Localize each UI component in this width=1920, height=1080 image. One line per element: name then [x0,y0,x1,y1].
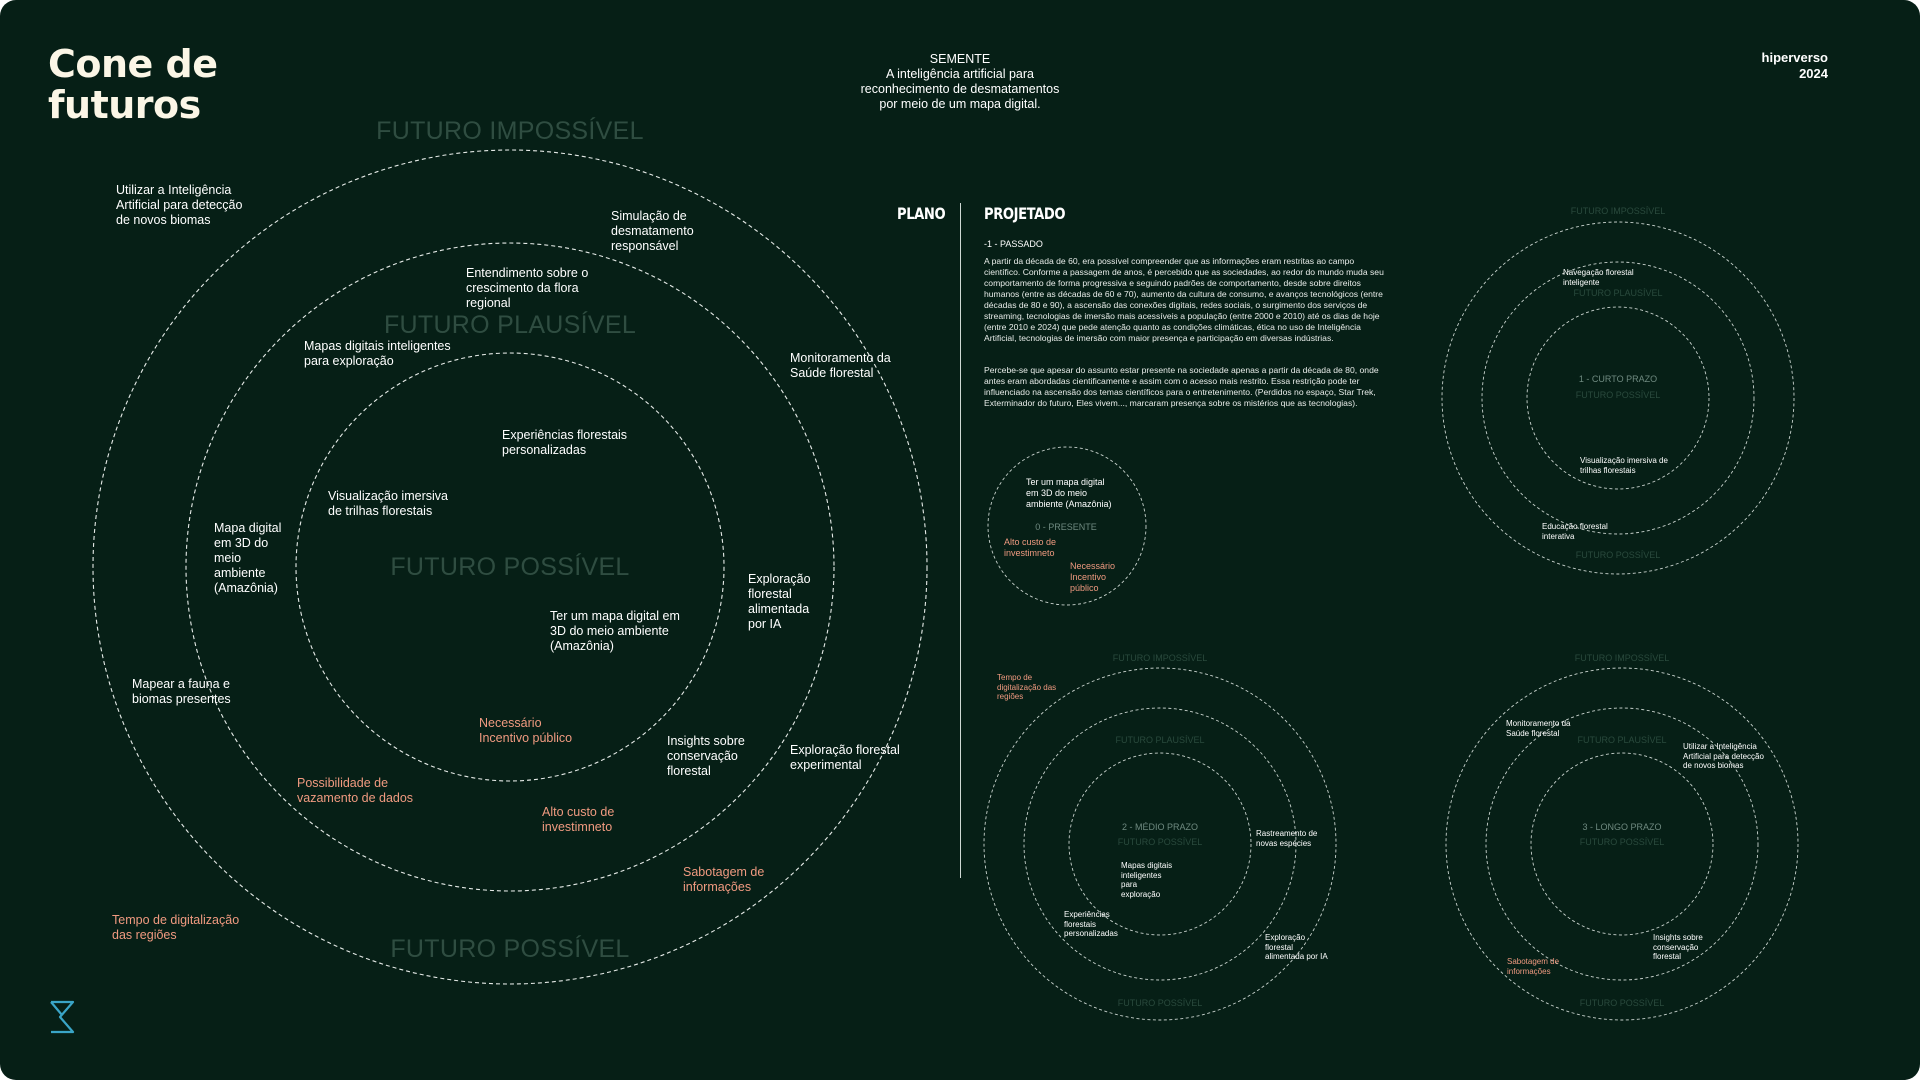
brand-year: 2024 [1799,66,1828,81]
medio-ghost-impossivel: FUTURO IMPOSSÍVEL [1112,653,1208,663]
note-exploracao-experimental: Exploração florestal experimental [790,743,900,772]
past-label: -1 - PASSADO [984,239,1043,249]
note-mapas-digitais: Mapas digitais inteligentes para exploração [304,339,451,368]
medio-ghost-possivel-bottom: FUTURO POSSÍVEL [1117,998,1203,1008]
medio-note-mapas: Mapas digitais inteligentes para exploração [1121,861,1173,899]
zone-label-possivel-inner: FUTURO POSSÍVEL [390,553,630,581]
medio-note-rastreamento: Rastreamento de novas espécies [1256,829,1318,848]
medio-risk-tempo: Tempo de digitalização das regiões [997,673,1057,701]
past-paragraph-2: Percebe-se que apesar do assunto estar presente na sociedade apenas a partir da década de 80, onde antes eram abordadas cientificamente e assim com o acesso mais restrito. Essa restrição pode ter influenciado na ascensão dos temas científicos para o entretenimento. (Perdidos no espaço, Star Trek, Exterminador do futuro, Eles vivem..., marcaram presença sobre os mistérios que as tecnologias). [984,365,1379,408]
curto-stage-label: 1 - CURTO PRAZO [1578,374,1658,384]
longo-note-utilizar-ia: Utilizar a Inteligência Artificial para detecção de novos biomas [1683,742,1764,770]
longo-note-monitoramento: Monitoramento da Saúde florestal [1506,719,1571,738]
medio-ghost-plausivel: FUTURO PLAUSÍVEL [1115,735,1205,745]
curto-ghost-possivel-bottom: FUTURO POSSÍVEL [1575,550,1661,560]
curto-ghost-impossivel: FUTURO IMPOSSÍVEL [1570,206,1666,216]
note-insights: Insights sobre conservação florestal [667,734,745,778]
present-risk-custo: Alto custo de investimneto [1004,537,1057,558]
seed-text: A inteligência artificial para reconhecimento de desmatamentos por meio de um mapa digital. [860,67,1060,111]
seed-label: SEMENTE [929,52,991,66]
medio-stage-label: 2 - MÉDIO PRAZO [1121,822,1198,832]
longo-stage-label: 3 - LONGO PRAZO [1582,822,1662,832]
note-monitoramento: Monitoramento da Saúde florestal [790,351,891,380]
vertical-divider [960,203,961,878]
note-utilizar-ia: Utilizar a Inteligência Artificial para detecção de novos biomas [116,183,243,227]
note-entendimento: Entendimento sobre o crescimento da flora regional [466,266,589,310]
note-exploracao-ia: Exploração florestal alimentada por IA [748,572,811,631]
note-experiencias: Experiências florestais personalizadas [502,428,628,457]
present-stage-label: 0 - PRESENTE [1035,522,1097,532]
longo-ghost-possivel-bottom: FUTURO POSSÍVEL [1579,998,1665,1008]
note-ter-mapa: Ter um mapa digital em 3D do meio ambiente (Amazônia) [550,609,680,653]
risk-custo: Alto custo de investimneto [542,805,615,834]
brand-block [1700,50,1828,82]
past-paragraph-1: A partir da década de 60, era possível compreender que as informações eram restritas ao campo científico. Conforme a passagem de anos, é percebido que as sociedades, ao redor do mundo muda seu comportamento de forma progressiva e seguindo padrões de comportamento, desde sobre direitos humanos (entre as décadas de 60 e 70), aumento da cultura de consumo, e avanços tecnológicos (entre décadas de 80 e 90), a ascensão das conexões digitais, redes sociais, o surgimento dos serviços de streaming, tecnologias de imersão mais acessíveis a população (entre 2000 e 2010) até os dias de hoje (entre 2010 e 2024) que pede atenção quanto as condições climáticas, ética no uso de Inteligência Artificial, tecnologias de imersão com maior presença e participação em diversas indústrias. [984,256,1384,343]
medio-ghost-possivel-inner: FUTURO POSSÍVEL [1117,837,1203,847]
present-risk-incentivo: Necessário Incentivo público [1070,561,1116,593]
longo-risk-sabotagem: Sabotagem de informações [1507,957,1560,976]
heading-projetado: PROJETADO [984,204,1066,223]
hourglass-logo-icon [48,1000,76,1034]
present-note: Ter um mapa digital em 3D do meio ambiente (Amazônia) [1026,477,1112,509]
note-mapear-fauna: Mapear a fauna e biomas presentes [132,677,231,706]
risk-tempo: Tempo de digitalização das regiões [112,913,240,942]
medio-note-experiencias: Experiências florestais personalizadas [1064,910,1118,938]
note-mapa-digital: Mapa digital em 3D do meio ambiente (Amazônia) [214,521,282,595]
risk-vazamento: Possibilidade de vazamento de dados [297,776,414,805]
note-simulacao: Simulação de desmatamento responsável [611,209,694,253]
curto-ghost-possivel-inner: FUTURO POSSÍVEL [1575,390,1661,400]
longo-ghost-possivel-inner: FUTURO POSSÍVEL [1579,837,1665,847]
longo-note-insights: Insights sobre conservação florestal [1653,933,1703,961]
longo-ghost-plausivel: FUTURO PLAUSÍVEL [1577,735,1667,745]
brand-name: hiperverso [1761,50,1828,65]
curto-note-visualizacao: Visualização imersiva de trilhas florestais [1580,456,1668,475]
zone-label-possivel-bottom: FUTURO POSSÍVEL [390,935,630,963]
medio-note-exploracao: Exploração florestal alimentada por IA [1265,933,1328,961]
title-line-2: futuros [48,83,201,127]
risk-incentivo: Necessário Incentivo público [479,716,573,745]
main-cone-rings [0,0,960,1000]
risk-sabotagem: Sabotagem de informações [683,865,765,894]
curto-note-navegacao: Navegação florestal inteligente [1563,268,1634,287]
note-visualizacao: Visualização imersiva de trilhas florestais [328,489,448,518]
title-line-1: Cone de [48,42,218,86]
curto-ghost-plausivel: FUTURO PLAUSÍVEL [1573,288,1663,298]
curto-note-educacao: Educação florestal interativa [1542,522,1608,541]
zone-label-impossivel: FUTURO IMPOSSÍVEL [376,117,644,145]
longo-ghost-impossivel: FUTURO IMPOSSÍVEL [1574,653,1670,663]
heading-plano: PLANO [897,204,946,223]
zone-label-plausivel: FUTURO PLAUSÍVEL [383,311,637,339]
